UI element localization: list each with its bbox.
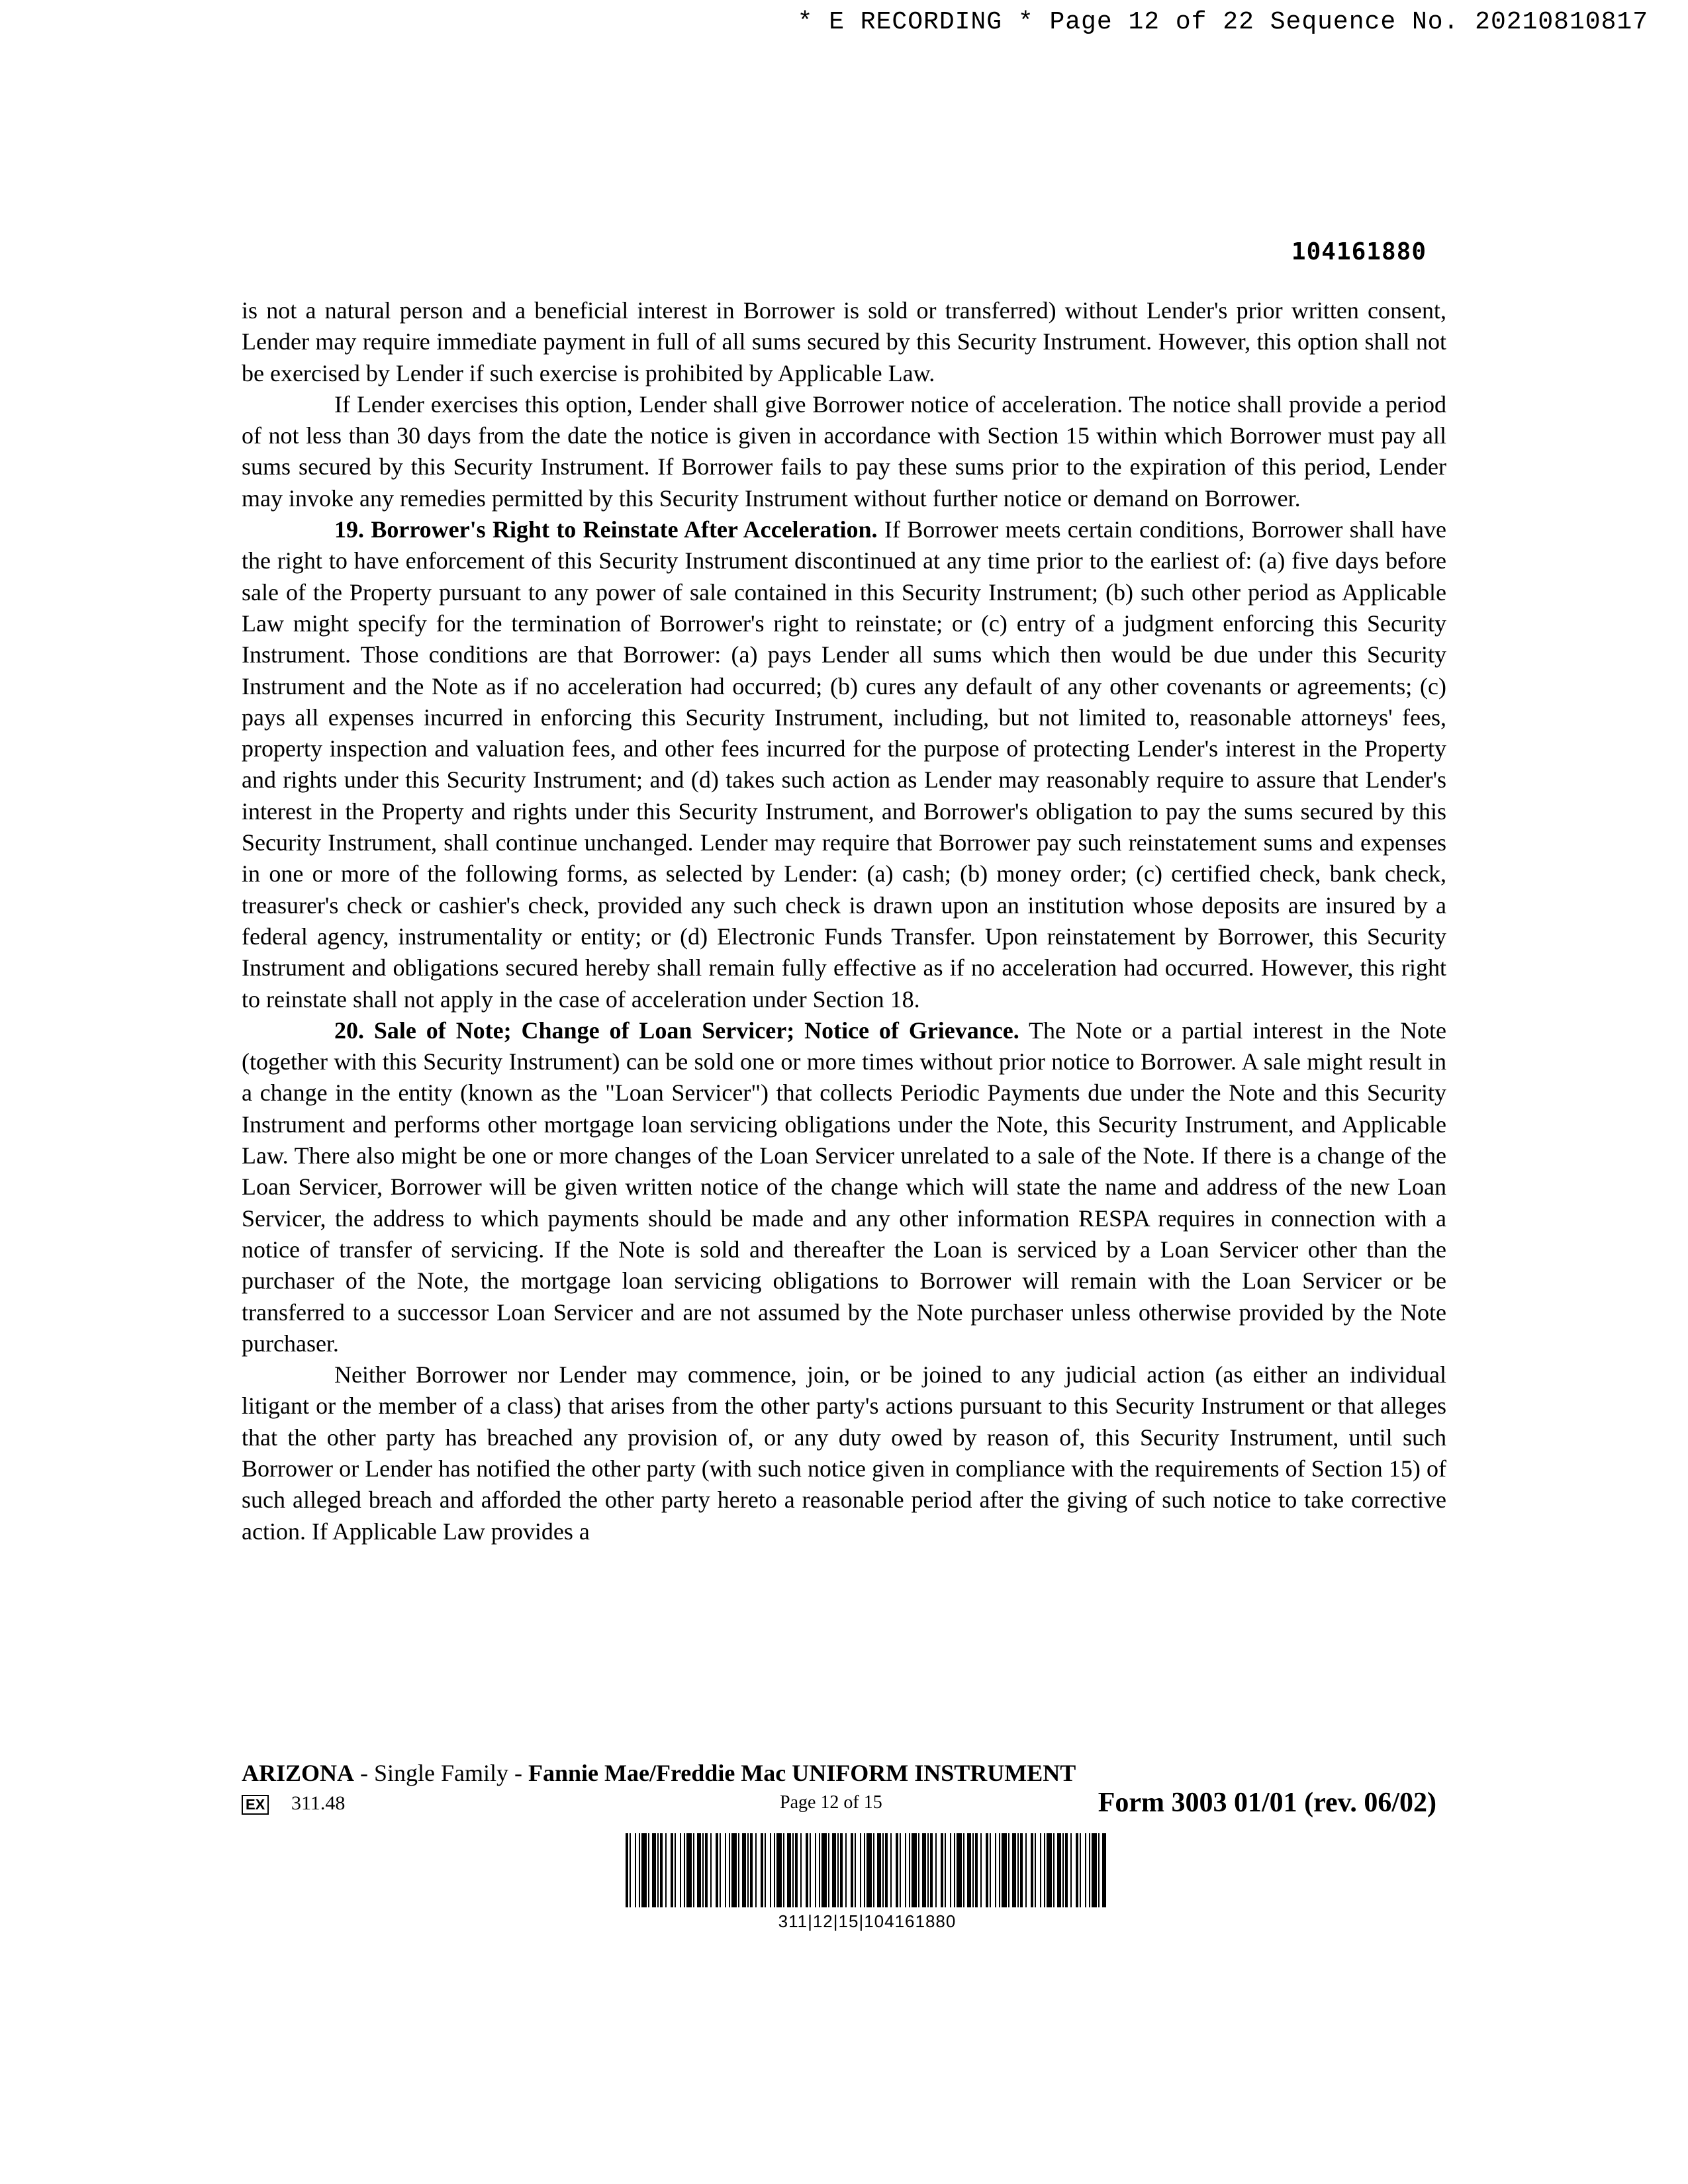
barcode-bar	[1053, 1833, 1055, 1907]
barcode-bar	[922, 1833, 926, 1907]
barcode-bar	[710, 1833, 712, 1907]
barcode-bar	[731, 1833, 737, 1907]
barcode-bar	[665, 1833, 667, 1907]
barcode-bar	[972, 1833, 974, 1907]
barcode-bar	[1020, 1833, 1023, 1907]
barcode-bar	[648, 1833, 649, 1907]
barcode-bar	[755, 1833, 757, 1907]
barcode-bar	[800, 1833, 802, 1907]
barcode-bar	[680, 1833, 681, 1907]
barcode-bar	[855, 1833, 856, 1907]
barcode-bar	[954, 1833, 955, 1907]
barcode-bar	[1017, 1833, 1019, 1907]
barcode-bar	[890, 1833, 892, 1907]
barcode-bar	[941, 1833, 943, 1907]
barcode-bar	[828, 1833, 829, 1907]
barcode-bar	[1040, 1833, 1041, 1907]
barcode-bar	[1062, 1833, 1064, 1907]
barcode-bar	[742, 1833, 746, 1907]
barcode-bar	[909, 1833, 910, 1907]
barcode-bar	[774, 1833, 775, 1907]
barcode-bar	[912, 1833, 917, 1907]
barcode-bar	[1070, 1833, 1072, 1907]
barcode-bar	[684, 1833, 685, 1907]
barcode-bar	[1080, 1833, 1081, 1907]
barcode-bar	[792, 1833, 794, 1907]
form-code: 311.48	[291, 1792, 346, 1814]
barcode-bar	[761, 1833, 763, 1907]
barcode-bar	[641, 1833, 647, 1907]
barcode-bar	[873, 1833, 874, 1907]
paragraph-continuation: is not a natural person and a beneficial interest in Borrower is sold or transferred) without Lender's prior written consent, Lender may require immediate payment in full of all sums secured by this Security Instrument. However, this option shall not be exercised by Lender if such exercise is prohibited by Applicable Law.	[242, 297, 1446, 387]
barcode-bar	[783, 1833, 784, 1907]
barcode-bar	[1047, 1833, 1052, 1907]
barcode-bar	[990, 1833, 991, 1907]
section-19	[242, 514, 1446, 1015]
barcode-bar	[675, 1833, 676, 1907]
barcode-bar	[686, 1833, 692, 1907]
barcode-bar	[738, 1833, 739, 1907]
barcode-bar	[720, 1833, 721, 1907]
barcode-bar	[927, 1833, 929, 1907]
barcode-bar	[950, 1833, 951, 1907]
barcode-bar	[832, 1833, 836, 1907]
barcode-bar	[975, 1833, 978, 1907]
paragraph-acceleration-notice: If Lender exercises this option, Lender shall give Borrower notice of acceleration. The notice shall provide a period of not less than 30 days from the date the notice is given in accordance with Section 15 within which Borrower must pay all sums secured by this Security Instrument. If Borrower fails to pay these sums prior to the expiration of this period, Lender may invoke any remedies permitted by this Security Instrument without further notice or demand on Borrower.	[242, 390, 1446, 512]
barcode-bar	[750, 1833, 753, 1907]
barcode-bar	[747, 1833, 749, 1907]
barcode-bar	[671, 1833, 673, 1907]
section-19-text: If Borrower meets certain conditions, Borrower shall have the right to have enforcement of this Security Instrument discontinued at any time prior to the earliest of: (a) five days before sale of the Property pursuant to any power of sale contained in this Security Instrument; (b) such other period as Applicable Law might specify for the termination of Borrower's right to reinstate; or (c) entry of a judgment enforcing this Security Instrument. Those conditions are that Borrower: (a) pays Lender all sums which then would be due under this Security Instrument and the Note as if no acceleration had occurred; (b) cures any default of any other covenants or agreements; (c) pays all expenses incurred in enforcing this Security Instrument, including, but not limited to, reasonable attorneys' fees, property inspection and valuation fees, and other fees incurred for the purpose of protecting Lender's interest in the Property and rights under this Security Instrument; and (d) takes such action as Lender may reasonably require to assure that Lender's interest in the Property and rights under this Security Instrument, and Borrower's obligation to pay the sums secured by this Security Instrument, shall continue unchanged. Lender may require that Borrower pay such reinstatement sums and expenses in one or more of the following forms, as selected by Lender: (a) cash; (b) money order; (c) certified check, bank check, treasurer's check or cashier's check, provided any such check is drawn upon an institution whose deposits are insured by a federal agency, instrumentality or entity; or (d) Electronic Funds Transfer. Upon reinstatement by Borrower, this Security Instrument and obligations secured hereby shall remain fully effective as if no acceleration had occurred. However, this right to reinstate shall not apply in the case of acceleration under Section 18.	[242, 516, 1446, 1013]
barcode-bar	[639, 1833, 640, 1907]
barcode-bar	[716, 1833, 718, 1907]
footer-instrument-title	[242, 1759, 1076, 1787]
barcode-bar	[776, 1833, 782, 1907]
barcode-bar	[840, 1833, 843, 1907]
barcode-bar	[810, 1833, 811, 1907]
barcode-bar	[1098, 1833, 1100, 1907]
barcode-bar	[787, 1833, 791, 1907]
section-20-heading: 20. Sale of Note; Change of Loan Servicer; Notice of Grievance.	[334, 1017, 1019, 1044]
section-20	[242, 1015, 1446, 1359]
barcode-bar	[900, 1833, 901, 1907]
barcode-bar	[705, 1833, 708, 1907]
recording-header: * E RECORDING * Page 12 of 22 Sequence No. 20210810817	[797, 8, 1648, 36]
barcode-bar	[1025, 1833, 1027, 1907]
barcode-bar	[877, 1833, 881, 1907]
form-logo-icon: EX	[242, 1795, 269, 1815]
barcode-bar	[860, 1833, 861, 1907]
barcode-bar	[795, 1833, 798, 1907]
barcode-bar	[851, 1833, 853, 1907]
barcode-caption: 311|12|15|104161880	[778, 1911, 957, 1931]
barcode-bar	[819, 1833, 820, 1907]
barcode-bar	[918, 1833, 919, 1907]
document-body	[242, 295, 1446, 1547]
barcode-bar	[1044, 1833, 1045, 1907]
footer-issuer: Fannie Mae/Freddie Mac UNIFORM INSTRUMENT	[528, 1760, 1076, 1786]
barcode-bar	[1012, 1833, 1016, 1907]
barcode-bar	[967, 1833, 971, 1907]
section-19-heading: 19. Borrower's Right to Reinstate After Acceleration.	[334, 516, 878, 543]
barcode-bar	[1065, 1833, 1068, 1907]
barcode-bar	[630, 1833, 631, 1907]
barcode-bar	[1102, 1833, 1106, 1907]
barcode-bar	[729, 1833, 730, 1907]
barcode-bar	[963, 1833, 964, 1907]
barcode-bar	[660, 1833, 663, 1907]
barcode-bar	[957, 1833, 962, 1907]
barcode-bar	[986, 1833, 988, 1907]
barcode-bar	[693, 1833, 694, 1907]
barcode-bar	[697, 1833, 701, 1907]
barcode-bar	[864, 1833, 865, 1907]
barcode-bar	[806, 1833, 808, 1907]
barcode-bar	[770, 1833, 771, 1907]
section-20-text: The Note or a partial interest in the Note (together with this Security Instrument) can be sold one or more times without prior notice to Borrower. A sale might result in a change in the entity (known as the "Loan Servicer") that collects Periodic Payments due under the Note and this Security Instrument and performs other mortgage loan servicing obligations under the Note, this Security Instrument, and Applicable Law. There also might be one or more changes of the Loan Servicer unrelated to a sale of the Note. If there is a change of the Loan Servicer, Borrower will be given written notice of the change which will state the name and address of the new Loan Servicer, the address to which payments should be made and any other information RESPA requires in connection with a notice of transfer of servicing. If the Note is sold and thereafter the Loan is serviced by a Loan Servicer other than the purchaser of the Note, the mortgage loan servicing obligations to Borrower will remain with the Loan Servicer or be transferred to a successor Loan Servicer and are not assumed by the Note purchaser unless otherwise provided by the Note purchaser.	[242, 1017, 1446, 1357]
footer-separator: - Single Family -	[354, 1760, 529, 1786]
barcode-bar	[945, 1833, 946, 1907]
loan-number: 104161880	[1291, 238, 1427, 265]
barcode-bar	[635, 1833, 636, 1907]
barcode-bar	[935, 1833, 937, 1907]
barcode-bar	[930, 1833, 933, 1907]
barcode-bar	[765, 1833, 766, 1907]
barcode-icon	[626, 1833, 1109, 1907]
barcode-bar	[1035, 1833, 1036, 1907]
barcode-bar	[867, 1833, 872, 1907]
paragraph-grievance: Neither Borrower nor Lender may commence, join, or be joined to any judicial action (as either an individual litigant or the member of a class) that arises from the other party's actions pursuant to this Security Instrument or that alleges that the other party has breached any provision of, or any duty owed by reason of, this Security Instrument, until such Borrower or Lender has notified the other party (with such notice given in compliance with the requirements of Section 15) of such alleged breach and afforded the other party hereto a reasonable period after the giving of such notice to take corrective action. If Applicable Law provides a	[242, 1361, 1446, 1545]
barcode-bar	[725, 1833, 726, 1907]
barcode-bar	[657, 1833, 659, 1907]
barcode-bar	[845, 1833, 847, 1907]
barcode-bar	[815, 1833, 816, 1907]
barcode-bar	[1002, 1833, 1007, 1907]
barcode-bar	[1057, 1833, 1061, 1907]
barcode-bar	[837, 1833, 839, 1907]
form-number: Form 3003 01/01 (rev. 06/02)	[1098, 1788, 1436, 1818]
barcode-bar	[1076, 1833, 1078, 1907]
barcode-bar	[896, 1833, 898, 1907]
barcode-bar	[652, 1833, 656, 1907]
barcode-bar	[702, 1833, 704, 1907]
barcode-bar	[821, 1833, 827, 1907]
barcode-bar	[1089, 1833, 1090, 1907]
barcode-bar	[995, 1833, 996, 1907]
barcode-bar	[905, 1833, 906, 1907]
barcode-bar	[999, 1833, 1000, 1907]
barcode-bar	[1092, 1833, 1097, 1907]
footer-state: ARIZONA	[242, 1760, 355, 1786]
barcode-bar	[885, 1833, 888, 1907]
barcode-bar	[1008, 1833, 1009, 1907]
barcode-bar	[882, 1833, 884, 1907]
barcode-bar	[1085, 1833, 1086, 1907]
barcode-bar	[1031, 1833, 1033, 1907]
page-number: Page 12 of 15	[780, 1792, 882, 1813]
barcode-bar	[626, 1833, 628, 1907]
barcode-bar	[980, 1833, 982, 1907]
